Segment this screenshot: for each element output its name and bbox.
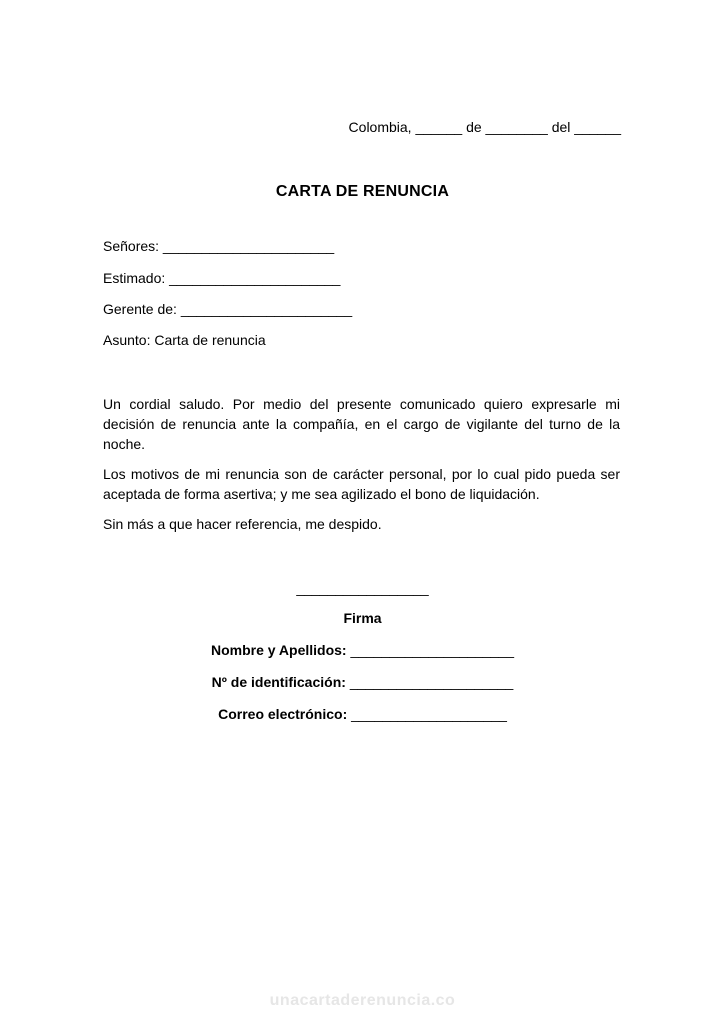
name-field	[0, 642, 725, 658]
email-blank: ____________________	[351, 706, 507, 722]
id-blank: _____________________	[349, 674, 514, 690]
paragraph-greeting: Un cordial saludo. Por medio del presente comunicado quiero expresarle mi decisión de renuncia ante la compañía, en el cargo de vigilante del turno de la noche.	[103, 396, 620, 452]
asunto-field: Asunto: Carta de renuncia	[103, 332, 266, 348]
paragraph-closing: Sin más a que hacer referencia, me despido.	[103, 516, 382, 532]
signature-label: Firma	[343, 610, 382, 626]
email-field	[0, 706, 725, 722]
signature-line: _________________	[296, 580, 429, 596]
senores-field: Señores: ______________________	[103, 238, 335, 254]
gerente-field: Gerente de: ______________________	[103, 301, 353, 317]
name-label: Nombre y Apellidos:	[210, 642, 347, 658]
letter-title: CARTA DE RENUNCIA	[275, 183, 450, 200]
name-blank: _____________________	[350, 642, 515, 658]
date-line: Colombia, ______ de ________ del ______	[348, 119, 621, 135]
id-field	[0, 674, 725, 690]
estimado-field: Estimado: ______________________	[103, 270, 341, 286]
paragraph-reasons: Los motivos de mi renuncia son de carácter personal, por lo cual pido pueda ser aceptada de forma asertiva; y me sea agilizado el bono de liquidación.	[103, 466, 620, 502]
site-watermark: unacartaderenuncia.co	[269, 992, 456, 1009]
id-label: Nº de identificación:	[211, 674, 346, 690]
email-label: Correo electrónico:	[218, 706, 348, 722]
